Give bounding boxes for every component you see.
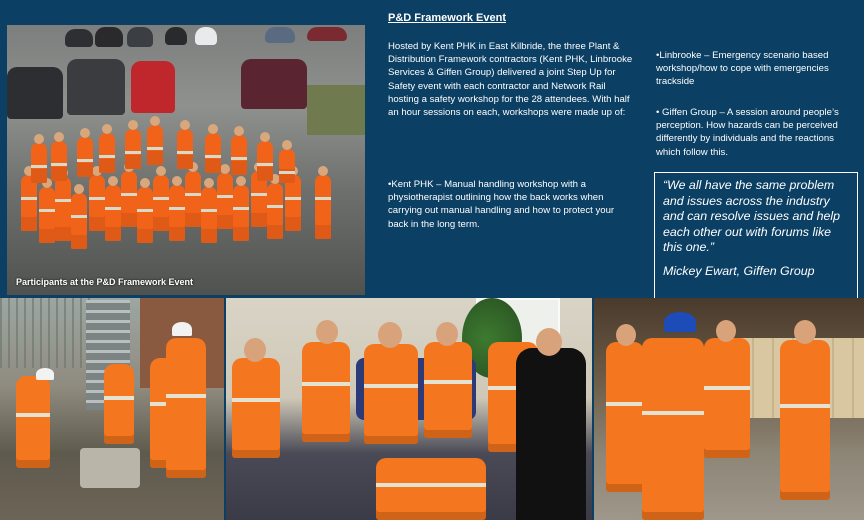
giffen-group-bullet: • Giffen Group – A session around people’s perception. How hazards can be perceived differently by individuals and the reactions which follow this. <box>656 107 839 158</box>
worker-image <box>606 342 644 492</box>
worker-image <box>704 338 750 458</box>
person-image <box>137 187 153 243</box>
car-image <box>307 27 347 41</box>
person-image <box>233 185 249 241</box>
person-image <box>125 129 141 169</box>
worker-image <box>16 376 50 468</box>
person-image <box>89 175 105 231</box>
trackside-photo <box>0 298 224 520</box>
face-image <box>536 328 562 356</box>
quote-box <box>654 172 858 300</box>
group-photo <box>7 25 365 295</box>
person-image <box>185 171 201 227</box>
face-image <box>616 324 636 346</box>
person-image <box>105 185 121 241</box>
car-image <box>241 59 307 109</box>
person-image <box>147 125 163 165</box>
event-title: P&D Framework Event <box>388 12 506 24</box>
car-image <box>195 27 217 45</box>
kent-phk-bullet: •Kent PHK – Manual handling workshop with a physiotherapist outlining how the back works when carrying out manual handling and how to protect your back in the long term. <box>388 179 615 230</box>
person-image <box>279 149 295 183</box>
fence-image <box>0 298 90 368</box>
person-image <box>169 185 185 241</box>
car-image <box>127 27 153 47</box>
worker-image <box>424 342 472 438</box>
worker-image <box>642 338 704 520</box>
person-image <box>21 175 37 231</box>
car-image <box>131 61 175 113</box>
worker-image <box>376 458 486 520</box>
worker-image <box>104 364 134 444</box>
depot-photo <box>594 298 864 520</box>
face-image <box>794 320 816 344</box>
worker-image <box>302 342 350 442</box>
person-image <box>201 187 217 243</box>
person-image <box>77 137 93 177</box>
worker-image <box>166 338 206 478</box>
person-image <box>99 133 115 173</box>
face-image <box>716 320 736 342</box>
car-image <box>165 27 187 45</box>
worker-image <box>232 358 280 458</box>
workshop-photo <box>226 298 592 520</box>
person-image <box>121 171 137 227</box>
car-image <box>95 27 123 47</box>
person-image <box>71 193 87 249</box>
worker-image <box>780 340 830 500</box>
face-image <box>244 338 266 362</box>
intro-paragraph: Hosted by Kent PHK in East Kilbride, the three Plant & Distribution Framework contractors (Kent PHK, Linbrooke Services & Giffen Group) delivered a joint Step Up for Safety event with each contractor and Network Rail hosting a safety workshop for the 28 attendees. With half an hour sessions on each, workshops were made up of: <box>388 41 633 119</box>
standing-man-image <box>516 348 586 520</box>
car-image <box>265 27 295 43</box>
person-image <box>217 173 233 229</box>
worker-image <box>364 344 418 444</box>
linbrooke-bullet: •Linbrooke – Emergency scenario based workshop/how to cope with emergencies trackside <box>656 50 829 88</box>
grass-verge <box>307 85 365 135</box>
person-image <box>231 135 247 175</box>
face-image <box>436 322 458 346</box>
person-image <box>153 175 169 231</box>
person-image <box>285 175 301 231</box>
person-image <box>257 141 273 181</box>
quote-text: “We all have the same problem and issues across the industry and can resolve issues and help each other out with forums like this one.” <box>663 178 841 254</box>
person-image <box>55 177 71 241</box>
car-image <box>67 59 125 115</box>
person-image <box>39 187 55 243</box>
face-image <box>378 322 402 348</box>
face-image <box>316 320 338 344</box>
person-image <box>31 143 47 183</box>
quote-author: Mickey Ewart, Giffen Group <box>663 263 815 278</box>
hard-hat-image <box>664 312 696 332</box>
person-image <box>315 175 331 239</box>
car-image <box>65 29 93 47</box>
rail-equipment-image <box>80 448 140 488</box>
car-image <box>7 67 63 119</box>
hard-hat-image <box>36 368 54 380</box>
hard-hat-image <box>172 322 192 336</box>
person-image <box>205 133 221 173</box>
person-image <box>177 129 193 169</box>
person-image <box>51 141 67 181</box>
person-image <box>267 183 283 239</box>
photo-caption: Participants at the P&D Framework Event <box>16 277 194 287</box>
